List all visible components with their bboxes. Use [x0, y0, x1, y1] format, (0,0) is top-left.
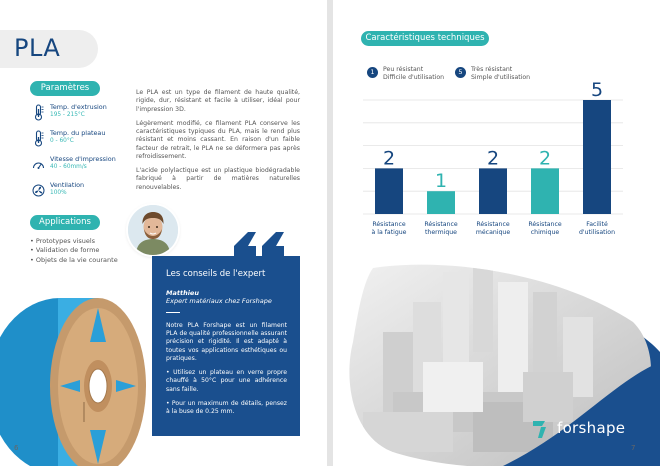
param-value: 195 - 215°C: [50, 112, 85, 118]
intro-text: [136, 89, 300, 198]
data-label: 2: [382, 147, 396, 170]
fan-icon: [32, 182, 45, 199]
bar: [427, 191, 455, 214]
legend-badge: 1: [367, 67, 378, 78]
characteristics-bar-chart: [333, 70, 660, 250]
bar: [583, 100, 611, 214]
brand-name: forshape: [557, 419, 626, 437]
category-label: Résistance: [372, 221, 406, 228]
param-label: Temp. d'extrusion: [50, 103, 107, 111]
param-label: Temp. du plateau: [50, 129, 106, 137]
list-item: • Prototypes visuels: [30, 237, 118, 246]
category-label: Facilité: [586, 221, 608, 228]
legend-line: Très résistant: [471, 66, 513, 73]
tech-specs-label: Caractéristiques techniques: [361, 31, 489, 46]
data-label: 2: [486, 147, 500, 170]
expert-paragraph: • Utilisez un plateau en verre propre chauffé à 50°C pour une adhérence sans faille.: [166, 369, 287, 393]
expert-paragraph: • Pour un maximum de détails, pensez à la buse de 0.25 mm.: [166, 399, 287, 415]
legend-badge: 5: [455, 67, 466, 78]
intro-paragraph: L'acide polylactique est un plastique biodégradable fabriqué à partir de matières naturelles renouvelables.: [136, 167, 300, 191]
bar: [479, 168, 507, 214]
param-label: Vitesse d'impression: [50, 155, 116, 163]
data-label: 1: [434, 170, 448, 193]
data-label: 5: [590, 79, 604, 101]
forshape-logo-icon: [531, 418, 553, 440]
param-extrusion-temp: [32, 103, 132, 129]
param-ventilation: [32, 181, 132, 207]
list-item: • Objets de la vie courante: [30, 256, 118, 265]
category-label: d'utilisation: [578, 229, 616, 236]
bar: [531, 168, 559, 214]
param-value: 40 - 60mm/s: [50, 164, 87, 170]
category-label: Résistance: [424, 221, 458, 228]
legend-line: Difficile d'utilisation: [383, 74, 445, 82]
category-label: thermique: [425, 229, 457, 236]
parameters-label: Paramètres: [30, 81, 100, 96]
param-label: Ventilation: [50, 181, 85, 189]
thermometer-icon: [32, 104, 45, 121]
param-value: 100%: [50, 190, 67, 196]
category-label: à la fatigue: [371, 229, 407, 236]
category-label: Résistance: [476, 221, 510, 228]
page-number: 7: [631, 444, 636, 452]
expert-card: [152, 256, 300, 436]
bar: [375, 168, 403, 214]
expert-name: Matthieu: [166, 289, 199, 297]
filament-spool-image: [0, 282, 148, 466]
expert-role: Expert matériaux chez Forshape: [166, 297, 272, 305]
expert-body: [166, 322, 287, 422]
page-title: PLA: [14, 34, 61, 62]
forshape-logo: [531, 418, 651, 440]
category-label: Résistance: [528, 221, 562, 228]
page-number: 6: [14, 444, 19, 452]
thermometer-icon: [32, 130, 45, 147]
expert-avatar: [128, 205, 178, 255]
intro-paragraph: Légèrement modifié, ce filament PLA conserve les caractéristiques typiques du PLA, mais le rend plus résistant et moins cassant. En raison d'un faible facteur de retrait, le PLA ne se déformera pas après refroidissement.: [136, 119, 300, 160]
speedometer-icon: [32, 156, 45, 173]
list-item: • Validation de forme: [30, 246, 118, 255]
param-bed-temp: [32, 129, 132, 155]
applications-list: [30, 237, 118, 265]
intro-paragraph: Le PLA est un type de filament de haute qualité, rigide, dur, résistant et facile à utiliser, idéal pour l'impression 3D.: [136, 89, 300, 113]
category-label: chimique: [530, 229, 560, 236]
param-print-speed: [32, 155, 132, 181]
left-page: [0, 0, 327, 466]
right-page: [333, 0, 660, 466]
divider: [166, 312, 180, 313]
expert-title: Les conseils de l'expert: [166, 269, 266, 279]
expert-paragraph: Notre PLA Forshape est un filament PLA de qualité professionnelle assurant précision et rigidité. Il est adapté à toutes vos applications esthétiques ou pratiques.: [166, 322, 287, 362]
category-label: mécanique: [475, 229, 511, 236]
param-value: 0 - 60°C: [50, 138, 74, 144]
legend-line: Peu résistant: [383, 66, 424, 73]
applications-label: Applications: [30, 215, 100, 230]
data-label: 2: [538, 147, 552, 170]
legend-line: Simple d'utilisation: [471, 74, 531, 82]
